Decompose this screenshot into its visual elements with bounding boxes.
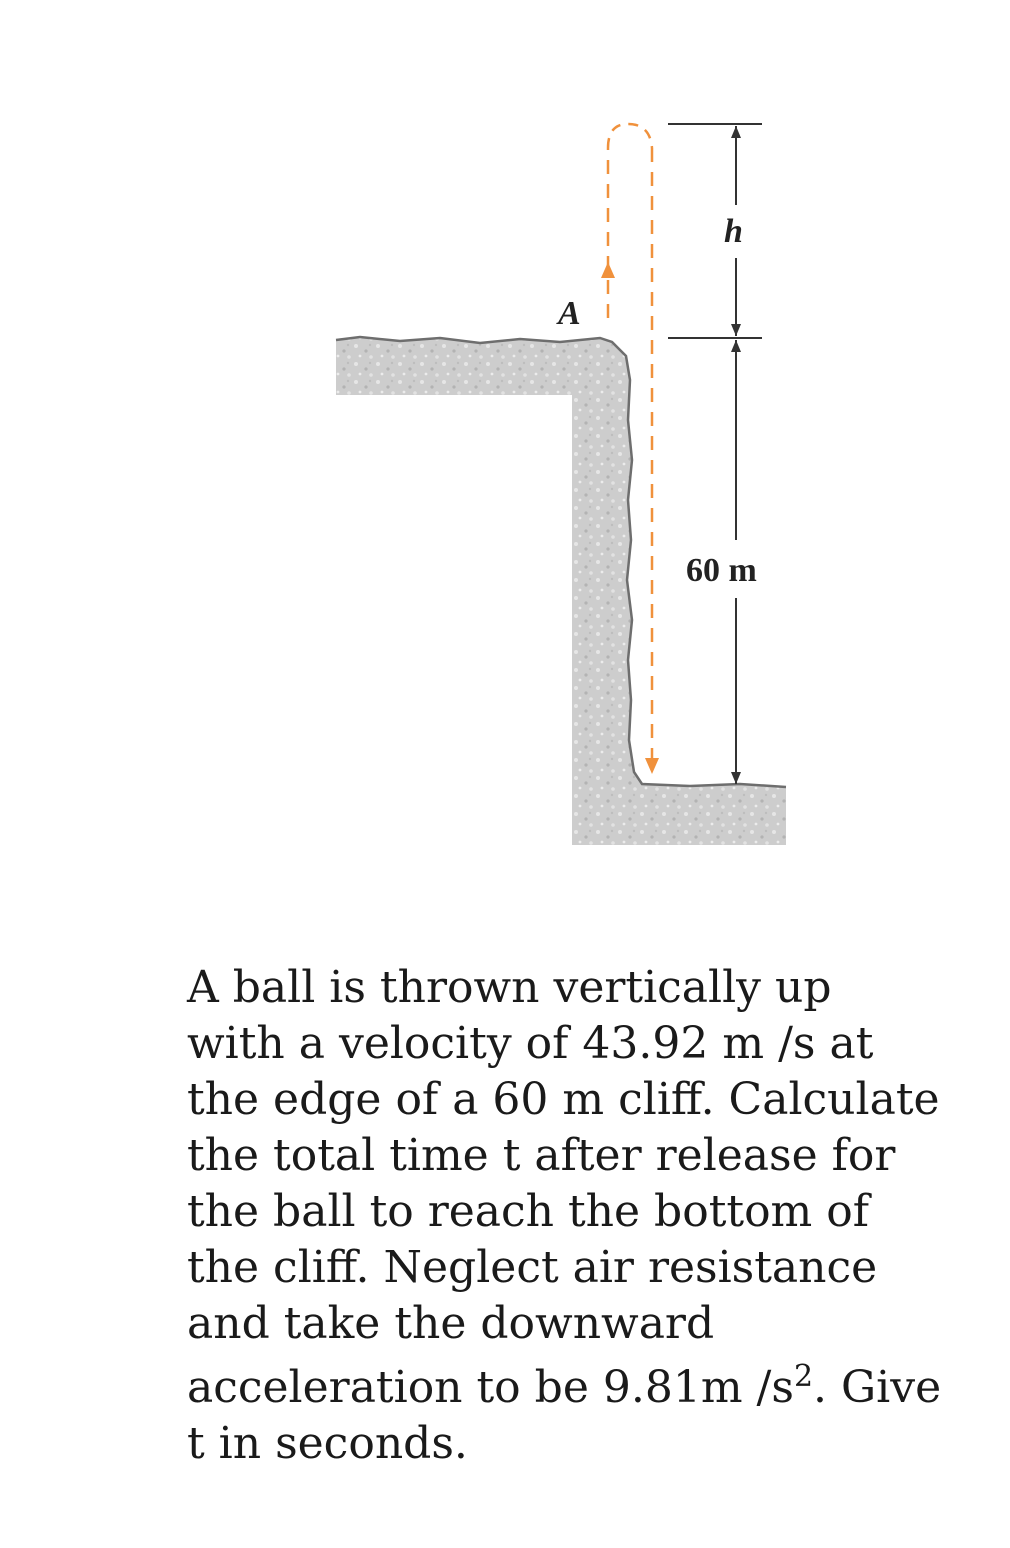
height-h-label: h [724,213,743,250]
problem-line-6: the cliff. Neglect air resistance [187,1242,878,1293]
cliff-ground [336,337,786,845]
acceleration-text: acceleration to be 9.81m /s [187,1362,794,1413]
cliff-height-label: 60 m [686,552,757,589]
give-text: . Give [813,1362,942,1413]
problem-line-9: t in seconds. [187,1418,468,1469]
problem-line-3: the edge of a 60 m cliff. Calculate [187,1074,940,1125]
problem-statement [187,960,987,1472]
up-arrow-icon [601,262,615,278]
dimension-lines [668,124,762,784]
point-a-label: A [558,295,581,332]
down-arrow-icon [645,758,659,774]
problem-line-1: A ball is thrown vertically up [187,962,832,1013]
problem-line-5: the ball to reach the bottom of [187,1186,870,1237]
problem-line-7: and take the downward [187,1298,715,1349]
problem-line-4: the total time t after release for [187,1130,896,1181]
problem-line-8 [187,1360,987,1416]
exponent: 2 [793,1359,814,1394]
problem-line-2: with a velocity of 43.92 m /s at [187,1018,874,1069]
